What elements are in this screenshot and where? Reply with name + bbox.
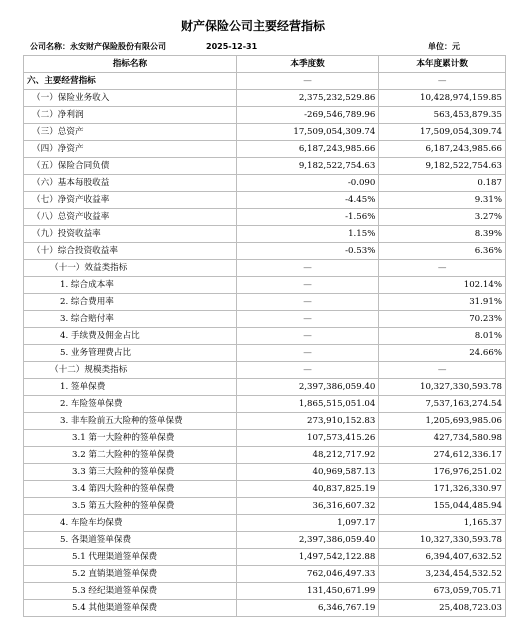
year-value: 1,205,693,985.06 [379, 413, 506, 430]
year-value: 102.14% [379, 277, 506, 294]
indicator-name: 六、主要经营指标 [24, 73, 237, 90]
indicator-name: 5. 各渠道签单保费 [24, 532, 237, 549]
quarter-value: 1,865,515,051.04 [236, 396, 379, 413]
table-row [24, 311, 506, 328]
quarter-value: -0.090 [236, 175, 379, 192]
quarter-value: 6,187,243,985.66 [236, 141, 379, 158]
year-value: 17,509,054,309.74 [379, 124, 506, 141]
table-row [24, 566, 506, 583]
table-row [24, 362, 506, 379]
quarter-value: 17,509,054,309.74 [236, 124, 379, 141]
indicator-name: （六）基本每股收益 [24, 175, 237, 192]
year-value: 70.23% [379, 311, 506, 328]
quarter-value: 107,573,415.26 [236, 430, 379, 447]
year-value: 427,734,580.98 [379, 430, 506, 447]
table-row [24, 379, 506, 396]
table-row [24, 192, 506, 209]
table-row [24, 549, 506, 566]
year-value: 10,428,974,159.85 [379, 90, 506, 107]
indicator-name: （九）投资收益率 [24, 226, 237, 243]
year-value: 10,327,330,593.78 [379, 379, 506, 396]
indicator-name: 4. 车险车均保费 [24, 515, 237, 532]
table-row [24, 583, 506, 600]
year-value: 6.36% [379, 243, 506, 260]
indicator-name: 3.2 第二大险种的签单保费 [24, 447, 237, 464]
table-row [24, 277, 506, 294]
table-row [24, 73, 506, 90]
quarter-value: — [236, 362, 379, 379]
year-value: 6,187,243,985.66 [379, 141, 506, 158]
company-name: 公司名称：永安财产保险股份有限公司 [30, 42, 166, 51]
header-quarter-value: 本季度数 [236, 56, 379, 73]
table-row [24, 430, 506, 447]
year-value: 9.31% [379, 192, 506, 209]
table-header-row [24, 56, 506, 73]
table-row [24, 294, 506, 311]
year-value: 8.01% [379, 328, 506, 345]
indicator-name: （十二）规模类指标 [24, 362, 237, 379]
quarter-value: — [236, 345, 379, 362]
year-value: 274,612,336.17 [379, 447, 506, 464]
quarter-value: 36,316,607.32 [236, 498, 379, 515]
year-value: 563,453,879.35 [379, 107, 506, 124]
table-row [24, 464, 506, 481]
indicator-name: （二）净利润 [24, 107, 237, 124]
indicator-name: （八）总资产收益率 [24, 209, 237, 226]
quarter-value: — [236, 328, 379, 345]
quarter-value: 273,910,152.83 [236, 413, 379, 430]
quarter-value: -1.56% [236, 209, 379, 226]
quarter-value: 762,046,497.33 [236, 566, 379, 583]
report-date: 2025-12-31 [206, 42, 258, 51]
indicator-name: 2. 车险签单保费 [24, 396, 237, 413]
table-row [24, 600, 506, 617]
indicator-name: （四）净资产 [24, 141, 237, 158]
quarter-value: — [236, 311, 379, 328]
year-value: 6,394,407,632.52 [379, 549, 506, 566]
table-body [24, 73, 506, 617]
indicator-name: （五）保险合同负债 [24, 158, 237, 175]
table-row [24, 328, 506, 345]
indicator-name: （十）综合投资收益率 [24, 243, 237, 260]
indicator-name: 1. 综合成本率 [24, 277, 237, 294]
table-row [24, 209, 506, 226]
quarter-value: 48,212,717.92 [236, 447, 379, 464]
year-value: 31.91% [379, 294, 506, 311]
table-row [24, 260, 506, 277]
year-value: 3,234,454,532.52 [379, 566, 506, 583]
quarter-value: 1.15% [236, 226, 379, 243]
year-value: 0.187 [379, 175, 506, 192]
year-value: 24.66% [379, 345, 506, 362]
table-row [24, 396, 506, 413]
table-row [24, 532, 506, 549]
page-title: 财产保险公司主要经营指标 [180, 19, 325, 33]
indicator-name: （十一）效益类指标 [24, 260, 237, 277]
year-value: 8.39% [379, 226, 506, 243]
indicator-name: 3.1 第一大险种的签单保费 [24, 430, 237, 447]
table-row [24, 158, 506, 175]
quarter-value: -4.45% [236, 192, 379, 209]
quarter-value: -0.53% [236, 243, 379, 260]
indicator-name: （七）净资产收益率 [24, 192, 237, 209]
indicator-name: 5.2 直销渠道签单保费 [24, 566, 237, 583]
table-row [24, 90, 506, 107]
header-indicator-name: 指标名称 [24, 56, 237, 73]
year-value: — [379, 73, 506, 90]
quarter-value: 2,397,386,059.40 [236, 379, 379, 396]
year-value: 9,182,522,754.63 [379, 158, 506, 175]
year-value: 10,327,330,593.78 [379, 532, 506, 549]
table-row [24, 141, 506, 158]
quarter-value: 1,097.17 [236, 515, 379, 532]
indicator-name: （三）总资产 [24, 124, 237, 141]
year-value: 176,976,251.02 [379, 464, 506, 481]
quarter-value: — [236, 277, 379, 294]
quarter-value: 9,182,522,754.63 [236, 158, 379, 175]
year-value: 155,044,485.94 [379, 498, 506, 515]
table-row [24, 481, 506, 498]
table-row [24, 498, 506, 515]
quarter-value: — [236, 294, 379, 311]
indicator-name: 3.5 第五大险种的签单保费 [24, 498, 237, 515]
quarter-value: 1,497,542,122.88 [236, 549, 379, 566]
indicator-name: 4. 手续费及佣金占比 [24, 328, 237, 345]
quarter-value: 40,969,587.13 [236, 464, 379, 481]
quarter-value: — [236, 73, 379, 90]
quarter-value: 6,346,767.19 [236, 600, 379, 617]
indicator-name: （一）保险业务收入 [24, 90, 237, 107]
year-value: 673,059,705.71 [379, 583, 506, 600]
quarter-value: 2,397,386,059.40 [236, 532, 379, 549]
indicator-name: 3. 综合赔付率 [24, 311, 237, 328]
table-row [24, 413, 506, 430]
quarter-value: 131,450,671.99 [236, 583, 379, 600]
indicator-name: 5.3 经纪渠道签单保费 [24, 583, 237, 600]
table-row [24, 243, 506, 260]
table-row [24, 345, 506, 362]
unit-label: 单位：元 [428, 42, 460, 51]
quarter-value: -269,546,789.96 [236, 107, 379, 124]
indicator-name: 5.4 其他渠道签单保费 [24, 600, 237, 617]
indicator-name: 3.3 第三大险种的签单保费 [24, 464, 237, 481]
indicator-name: 1. 签单保费 [24, 379, 237, 396]
table-row [24, 515, 506, 532]
indicator-name: 2. 综合费用率 [24, 294, 237, 311]
quarter-value: — [236, 260, 379, 277]
year-value: — [379, 362, 506, 379]
year-value: 171,326,330.97 [379, 481, 506, 498]
year-value: 3.27% [379, 209, 506, 226]
indicator-name: 5.1 代理渠道签单保费 [24, 549, 237, 566]
table-row [24, 124, 506, 141]
table-row [24, 175, 506, 192]
quarter-value: 2,375,232,529.86 [236, 90, 379, 107]
table-row [24, 107, 506, 124]
year-value: 1,165.37 [379, 515, 506, 532]
indicator-name: 3.4 第四大险种的签单保费 [24, 481, 237, 498]
year-value: 7,537,163,274.54 [379, 396, 506, 413]
table-row [24, 447, 506, 464]
indicators-table [23, 55, 506, 617]
quarter-value: 40,837,825.19 [236, 481, 379, 498]
table-row [24, 226, 506, 243]
indicator-name: 5. 业务管理费占比 [24, 345, 237, 362]
year-value: — [379, 260, 506, 277]
year-value: 25,408,723.03 [379, 600, 506, 617]
indicator-name: 3. 非车险前五大险种的签单保费 [24, 413, 237, 430]
header-year-value: 本年度累计数 [379, 56, 506, 73]
